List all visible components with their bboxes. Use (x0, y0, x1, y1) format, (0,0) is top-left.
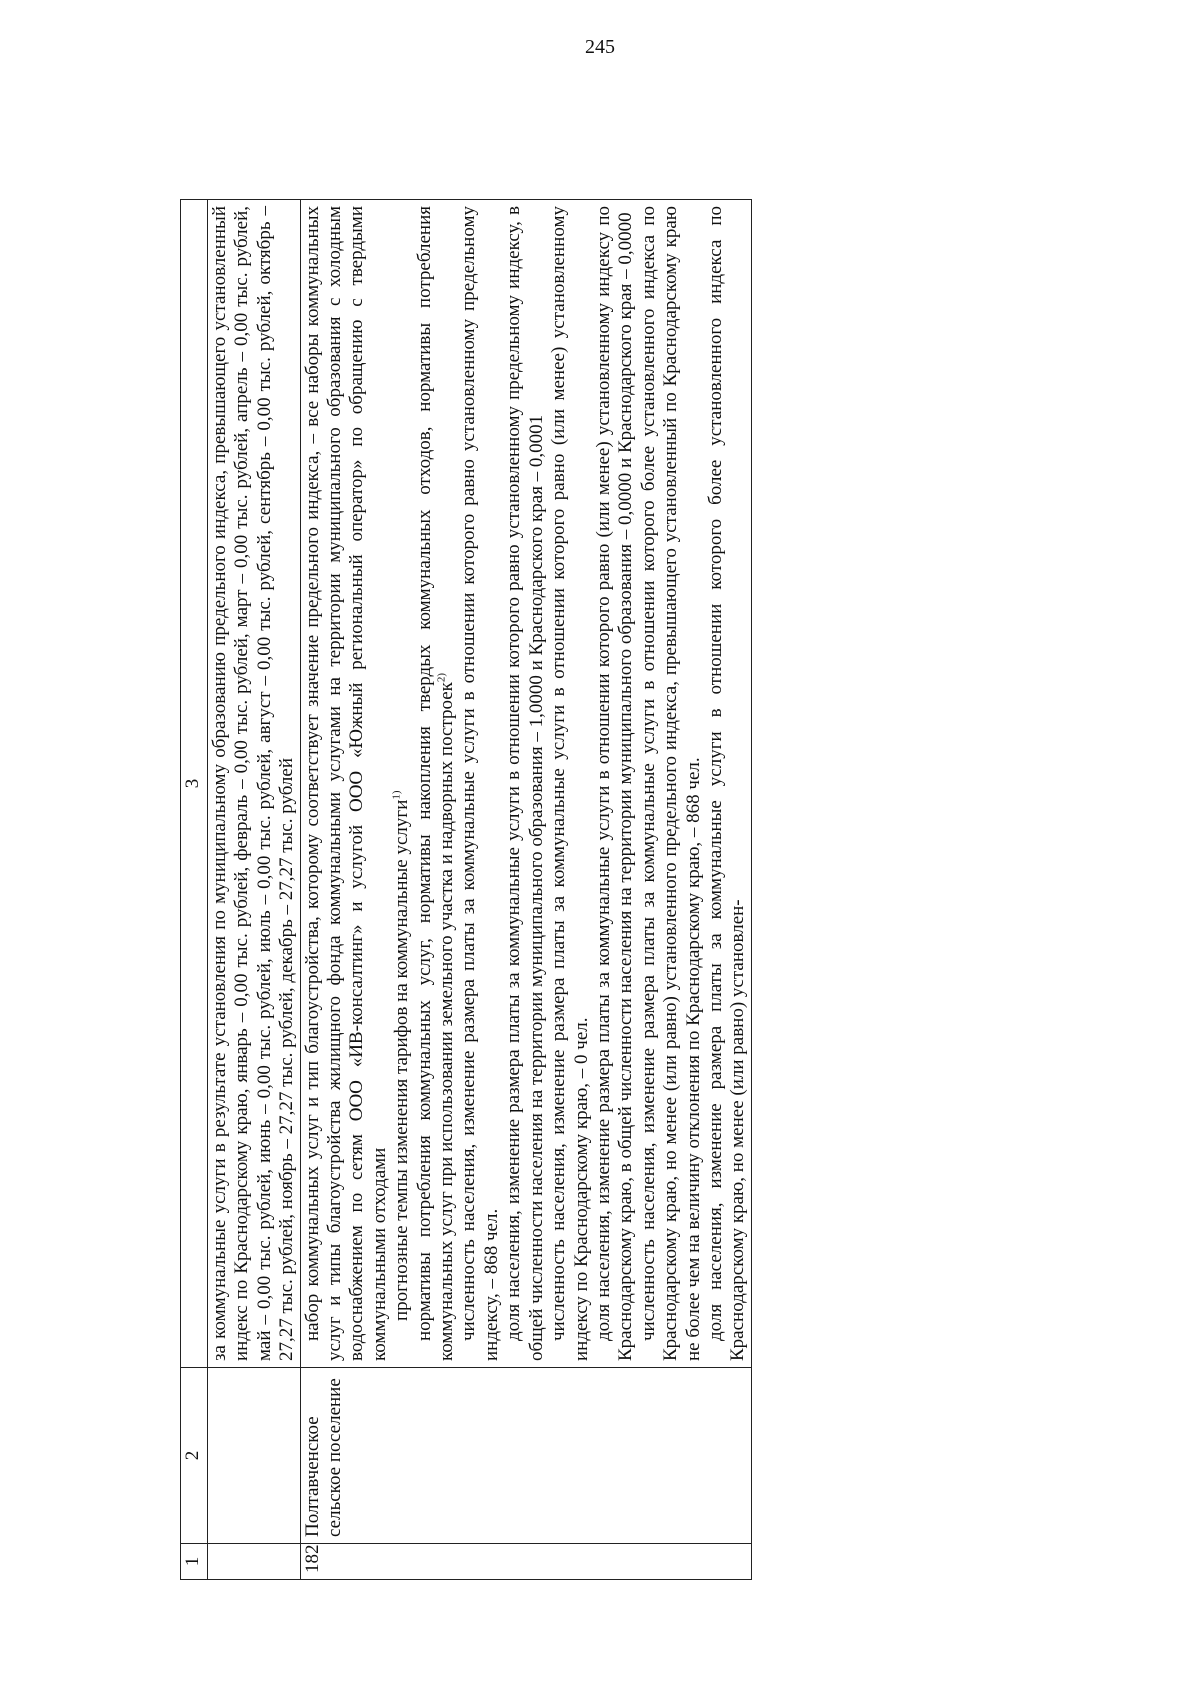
row-number (208, 1544, 301, 1580)
paragraph: численность населения, изменение размера платы за коммунальные услуги в отношении которого равно (или менее) установленному индексу по Краснодарскому краю, – 0 чел. (548, 206, 592, 1361)
row-number: 182 (300, 1544, 751, 1580)
row-settlement-name (208, 1368, 301, 1544)
page-number: 245 (585, 36, 615, 58)
paragraph-with-footnote (414, 206, 459, 1361)
header-col-3: 3 (181, 200, 208, 1368)
paragraph: численность населения, изменение размера платы за коммунальные услуги в отношении которого более установленного индекса по Краснодарскому краю, но менее (или равно) установленного предельного индекса, превышающего установленный по Краснодарскому краю не более чем на величину отклонения по Краснодарскому краю, – 868 чел. (637, 206, 704, 1361)
row-description (208, 200, 301, 1368)
paragraph: доля населения, изменение размера платы за коммунальные услуги в отношении которого равно установленному предельному индексу, в общей численности населения на территории муниципального образования – 1,0000 и Краснодарского края – 0,0001 (503, 206, 547, 1361)
row-settlement-name: Полтавченское сельское поселение (300, 1368, 751, 1544)
row-description (300, 200, 751, 1368)
table-row-continuation (208, 200, 301, 1580)
paragraph: набор коммунальных услуг и тип благоустройства, которому соответствует значение предельного индекса, – все наборы коммунальных услуг и типы благоустройства жилищного фонда коммунальными услугами на территории муниципального образования с холодным водоснабжением по сетям ООО «ИВ-консалтинг» и услугой ООО «Южный региональный оператор» по обращению с твердыми коммунальными отходами (301, 206, 390, 1361)
paragraph-text: прогнозные темпы изменения тарифов на коммунальные услуги (391, 799, 413, 1321)
header-col-2: 2 (181, 1368, 208, 1544)
paragraph-text: нормативы потребления коммунальных услуг, нормативы накопления твердых коммунальных отходов, нормативы потребления коммунальных услуг при использовании земельного участка и надворных построек (413, 206, 458, 1361)
table-row-182 (300, 200, 751, 1580)
paragraph: доля населения, изменение размера платы за коммунальные услуги в отношении которого равно (или менее) установленному индексу по Краснодарскому краю, в общей численности населения на территории муниципального образования – 0,0000 и Краснодарского края – 0,0000 (592, 206, 637, 1361)
paragraph: доля населения, изменение размера платы за коммунальные услуги в отношении которого более установленного индекса по Краснодарскому краю, но менее (или равно) установлен- (704, 206, 749, 1361)
footnote-mark: 1) (390, 790, 403, 800)
footnote-mark: 2) (435, 672, 448, 683)
header-col-1: 1 (181, 1544, 208, 1580)
rotated-table-page (180, 200, 1100, 1580)
paragraph: за коммунальные услуги в результате установления по муниципальному образованию предельного индекса, превышающего установленный индекс по Краснодарскому краю, январь – 0,00 тыс. рублей, февраль – 0,00 тыс. рублей, март – 0,00 тыс. рублей, апрель – 0,00 тыс. рублей, май – 0,00 тыс. рублей, июнь – 0,00 тыс. рублей, июль – 0,00 тыс. рублей, август – 0,00 тыс. рублей, сентябрь – 0,00 тыс. рублей, октябрь – 27,27 тыс. рублей, ноябрь – 27,27 тыс. рублей, декабрь – 27,27 тыс. рублей (209, 206, 298, 1361)
tariff-table (180, 199, 752, 1580)
paragraph-with-footnote (391, 206, 413, 1361)
paragraph: численность населения, изменение размера платы за коммунальные услуги в отношении которого равно установленному предельному индексу, – 868 чел. (458, 206, 502, 1361)
table-header-row (181, 200, 208, 1580)
